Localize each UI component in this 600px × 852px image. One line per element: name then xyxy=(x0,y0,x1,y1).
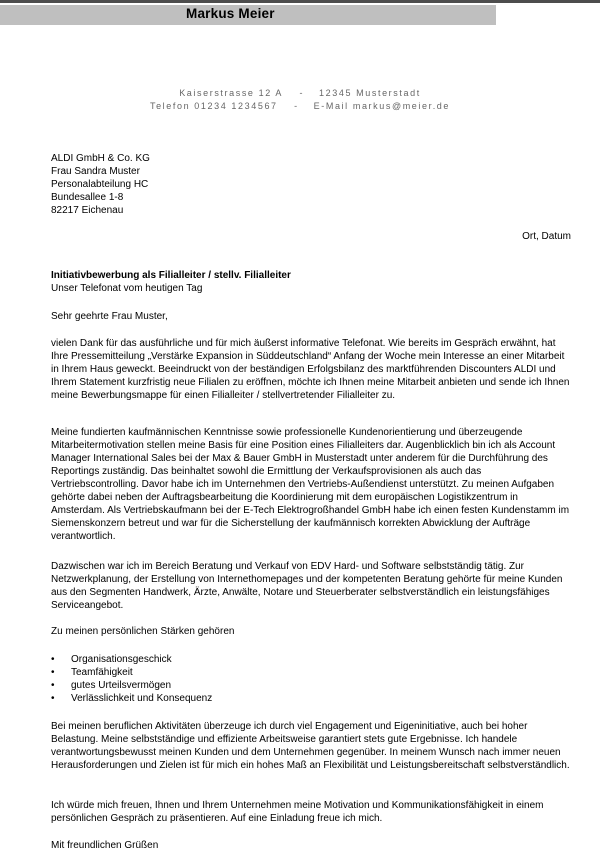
body-paragraph-1: vielen Dank für das ausführliche und für mich äußerst informative Telefonat. Wie bereits im Gespräch erwähnt, hat Ihre Pressemitteilung „Verstärke Expansion in Süddeutschland“ Anfang der Woche mein Interesse an einer Mitarbeit in Ihrem Haus geweckt. Beeindruckt von der beständigen Erfolgsbilanz des marktführenden Discounters ALDI und Ihrem Statement kurzfristig neue Filialen zu eröffnen, möchte ich Ihnen meine Mitarbeit anbieten und sende ich Ihnen meine Bewerbungsmappe für einen Filialleiter / stellvertretender Filialleiter zu. xyxy=(51,338,570,401)
sender-city: 12345 Musterstadt xyxy=(319,88,421,98)
body-paragraph-3: Dazwischen war ich im Bereich Beratung und Verkauf von EDV Hard- und Software selbstständig tätig. Zur Netzwerkplanung, der Erstellung von Internethomepages und der kompetenten Beratung gehörte für meine Kunden aus den Segmenten Handwerk, Ärzte, Anwälte, Notare und Steuerberater selbstverständlich ein leistungsfähiges Serviceangebot. xyxy=(51,561,563,611)
signoff: Mit freundlichen Grüßen xyxy=(51,840,159,851)
sender-email: E-Mail markus@meier.de xyxy=(313,101,451,111)
subject-title: Initiativbewerbung als Filialleiter / stellv. Filialleiter xyxy=(51,270,291,281)
subject-subtitle: Unser Telefonat vom heutigen Tag xyxy=(51,283,203,294)
list-item xyxy=(51,692,571,705)
recipient-line: 82217 Eichenau xyxy=(51,205,124,216)
salutation: Sehr geehrte Frau Muster, xyxy=(51,311,168,322)
sender-contact-line xyxy=(0,101,600,111)
subject-block xyxy=(51,269,571,295)
body-paragraph-2: Meine fundierten kaufmännischen Kenntnisse sowie professionelle Kundenorientierung und überzeugende Mitarbeitermotivation stellen meine Basis für eine Position eines Filialleiters dar. Augenblicklich bin ich als Account Manager International Sales bei der Max & Bauer GmbH in Musterstadt unter anderem für die Durchführung des Reportings zuständig. Das beinhaltet sowohl die Ermittlung der Verkaufsprovisionen als auch das Vertriebscontrolling. Davor habe ich im Unternehmen den Vertriebs-Außendienst unterstützt. Zu meinen Aufgaben gehörte dabei neben der Auftragsbearbeitung die Koordinierung mit dem europäischen Logistikzentrum in Amsterdam. Als Vertriebskaufmann bei der E-Tech Elektrogroßhandel GmbH habe ich einen festen Kundenstamm im Siemenskonzern betreut und war für die Sicherstellung der kaufmännisch korrekten Abwicklung der Aufträge verantwortlich. xyxy=(51,427,570,542)
sender-street: Kaiserstrasse 12 A xyxy=(179,88,284,98)
bullet-icon: • xyxy=(51,667,55,678)
sender-phone: Telefon 01234 1234567 xyxy=(149,101,278,111)
recipient-line: Frau Sandra Muster xyxy=(51,166,140,177)
recipient-address xyxy=(51,152,571,217)
list-item xyxy=(51,653,571,666)
recipient-line: Bundesallee 1-8 xyxy=(51,192,124,203)
sender-address-line xyxy=(0,88,600,98)
closing-paragraph-1: Bei meinen beruflichen Aktivitäten überzeuge ich durch viel Engagement und Eigeninitiative, auch bei hoher Belastung. Meine selbstständige und effiziente Arbeitsweise garantiert stets gute Ergebnisse. Ich handele verantwortungsbewusst meinen Kunden und dem Unternehmen gegenüber. In meinem Wunsch nach immer neuen Herausforderungen und Zielen ist für mich ein hohes Maß an Flexibilität und Leistungsbereitschaft selbstverständlich. xyxy=(51,721,570,771)
recipient-line: ALDI GmbH & Co. KG xyxy=(51,153,150,164)
bullet-icon: • xyxy=(51,654,55,665)
strength-text: Organisationsgeschick xyxy=(71,654,172,665)
strength-text: Verlässlichkeit und Konsequenz xyxy=(71,693,213,704)
contact-separator: - xyxy=(294,101,298,111)
strength-text: gutes Urteilsvermögen xyxy=(71,680,172,691)
bullet-icon: • xyxy=(51,693,55,704)
letter-date: Ort, Datum xyxy=(522,231,571,242)
sender-name: Markus Meier xyxy=(186,6,275,21)
strengths-intro: Zu meinen persönlichen Stärken gehören xyxy=(51,626,235,637)
bullet-icon: • xyxy=(51,680,55,691)
recipient-line: Personalabteilung HC xyxy=(51,179,149,190)
contact-separator: - xyxy=(299,88,303,98)
list-item xyxy=(51,679,571,692)
strengths-list xyxy=(51,653,571,705)
list-item xyxy=(51,666,571,679)
closing-paragraph-2: Ich würde mich freuen, Ihnen und Ihrem Unternehmen meine Motivation und Kommunikationsfähigkeit in einem persönlichen Gespräch zu präsentieren. Auf eine Einladung freue ich mich. xyxy=(51,800,544,824)
header-top-rule xyxy=(0,0,600,3)
strength-text: Teamfähigkeit xyxy=(71,667,133,678)
